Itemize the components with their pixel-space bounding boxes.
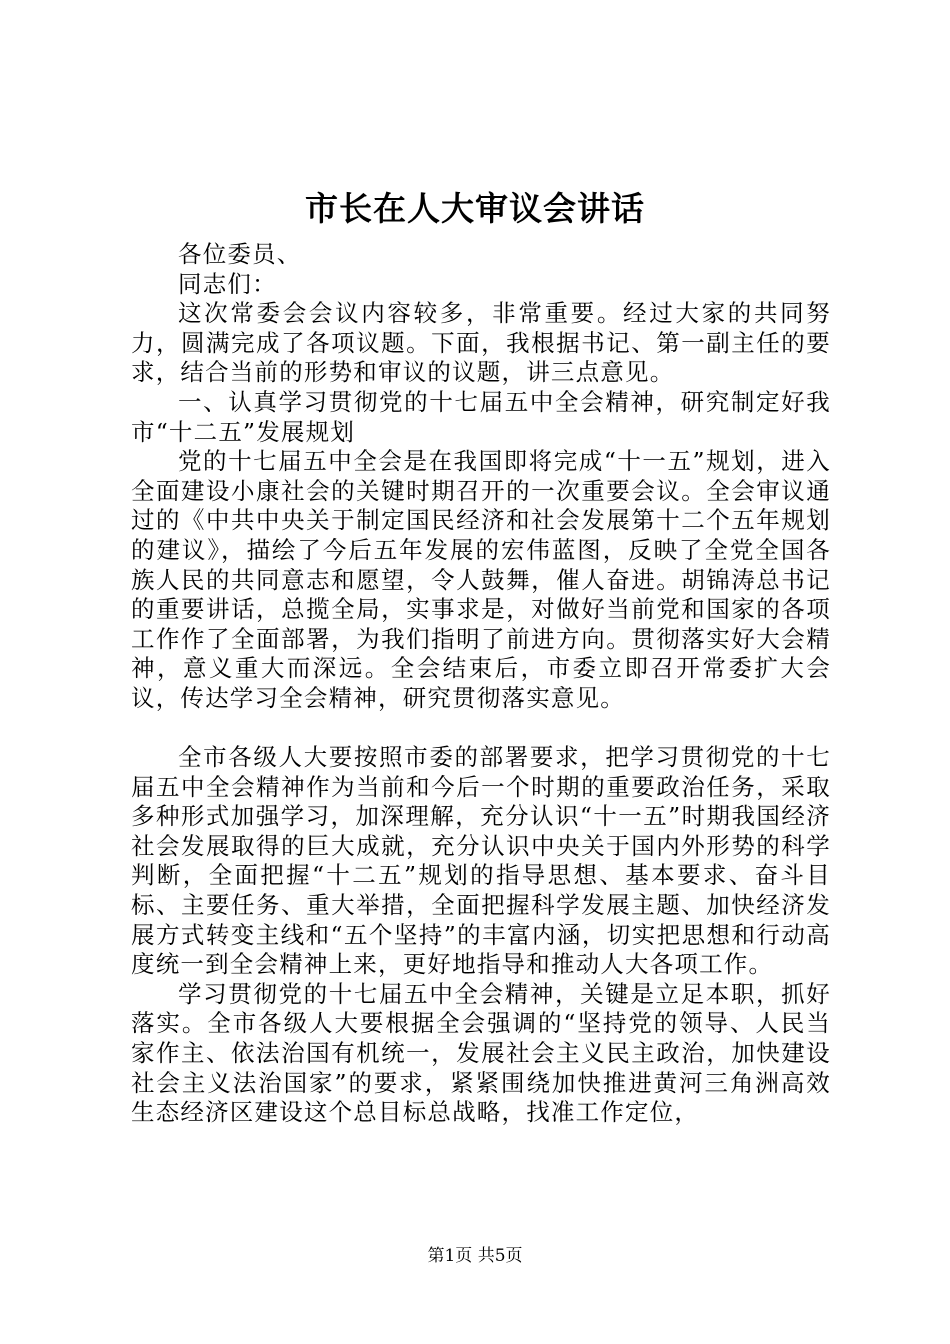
body-paragraph: 全市各级人大要按照市委的部署要求，把学习贯彻党的十七届五中全会精神作为当前和今后一个时期的重要政治任务，采取多种形式加强学习，加深理解，充分认识“十一五”时期我国经济社会发展取得的巨大成就，充分认识中央关于国内外形势的科学判断，全面把握“十二五”规划的指导思想、基本要求、奋斗目标、主要任务、重大举措，全面把握科学发展主题、加快经济发展方式转变主线和“五个坚持”的丰富内涵，切实把思想和行动高度统一到全会精神上来，更好地指导和推动人大各项工作。	[131, 743, 831, 979]
salutation-line: 同志们：	[178, 269, 277, 298]
body-paragraph: 党的十七届五中全会是在我国即将完成“十一五”规划，进入全面建设小康社会的关键时期召开的一次重要会议。全会审议通过的《中共中央关于制定国民经济和社会发展第十二个五年规划的建议》，描绘了今后五年发展的宏伟蓝图，反映了全党全国各族人民的共同意志和愿望，令人鼓舞，催人奋进。胡锦涛总书记的重要讲话，总揽全局，实事求是，对做好当前党和国家的各项工作作了全面部署，为我们指明了前进方向。贯彻落实好大会精神，意义重大而深远。全会结束后，市委立即召开常委扩大会议，传达学习全会精神，研究贯彻落实意见。	[131, 447, 831, 712]
document-title: 市长在人大审议会讲话	[305, 189, 645, 228]
body-paragraph: 学习贯彻党的十七届五中全会精神，关键是立足本职，抓好落实。全市各级人大要根据全会强调的“坚持党的领导、人民当家作主、依法治国有机统一，发展社会主义民主政治，加快建设社会主义法治国家”的要求，紧紧围绕加快推进黄河三角洲高效生态经济区建设这个总目标总战略，找准工作定位，	[131, 979, 831, 1127]
body-paragraph: 这次常委会会议内容较多，非常重要。经过大家的共同努力，圆满完成了各项议题。下面，我根据书记、第一副主任的要求，结合当前的形势和审议的议题，讲三点意见。	[131, 299, 831, 387]
salutation-line: 各位委员、	[178, 240, 302, 268]
page-number-footer: 第1页 共5页	[427, 1246, 523, 1266]
section-heading: 一、认真学习贯彻党的十七届五中全会精神，研究制定好我市“十二五”发展规划	[131, 387, 831, 446]
document-body	[131, 240, 831, 1128]
